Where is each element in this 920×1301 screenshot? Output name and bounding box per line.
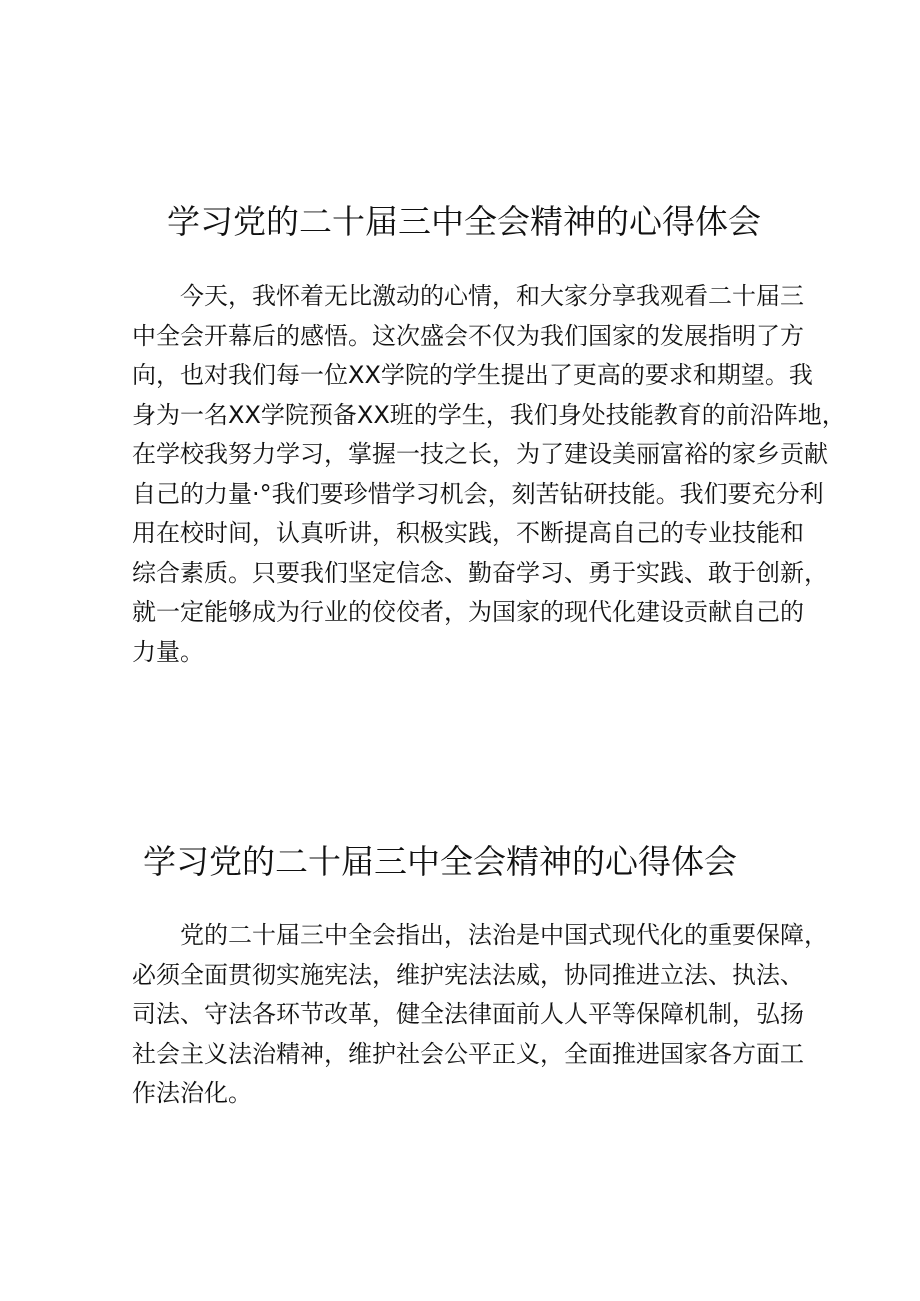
section-1-paragraph <box>132 277 846 672</box>
section-2-paragraph <box>132 916 828 1114</box>
paragraph-line: 中全会开幕后的感悟。这次盛会不仅为我们国家的发展指明了方 <box>132 321 804 350</box>
paragraph-line: 作法治化。 <box>132 1079 252 1107</box>
paragraph-line: 司法、守法各环节改革，健全法律面前人人平等保障机制，弘扬 <box>132 1000 804 1028</box>
paragraph-line: 党的二十届三中全会指出，法治是中国式现代化的重要保障， <box>180 921 828 949</box>
paragraph-line: 综合素质。只要我们坚定信念、勤奋学习、勇于实践、敢于创新， <box>132 558 828 587</box>
paragraph-line: 社会主义法治精神，维护社会公平正义，全面推进国家各方面工 <box>132 1039 804 1068</box>
paragraph-line: 在学校我努力学习，掌握一技之长，为了建设美丽富裕的家乡贡献 <box>132 440 828 468</box>
paragraph-line: 自己的力量·°我们要珍惜学习机会，刻苦钻研技能。我们要充分利 <box>132 479 824 508</box>
paragraph-line: 今天，我怀着无比激动的心情，和大家分享我观看二十届三 <box>180 282 804 310</box>
paragraph-line: 就一定能够成为行业的佼佼者，为国家的现代化建设贡献自己的 <box>132 598 804 626</box>
section-1-title: 学习党的二十届三中全会精神的心得体会 <box>167 202 761 242</box>
paragraph-line: 向，也对我们每一位XX学院的学生提出了更高的要求和期望。我 <box>132 361 813 389</box>
paragraph-line: 必须全面贯彻实施宪法，维护宪法法威，协同推进立法、执法、 <box>132 960 804 989</box>
paragraph-line: 用在校时间，认真听讲，积极实践，不断提高自己的专业技能和 <box>132 519 804 547</box>
paragraph-line: 力量。 <box>132 637 204 666</box>
paragraph-line: 身为一名XX学院预备XX班的学生，我们身处技能教育的前沿阵地， <box>132 400 846 429</box>
section-2-title: 学习党的二十届三中全会精神的心得体会 <box>143 842 737 882</box>
